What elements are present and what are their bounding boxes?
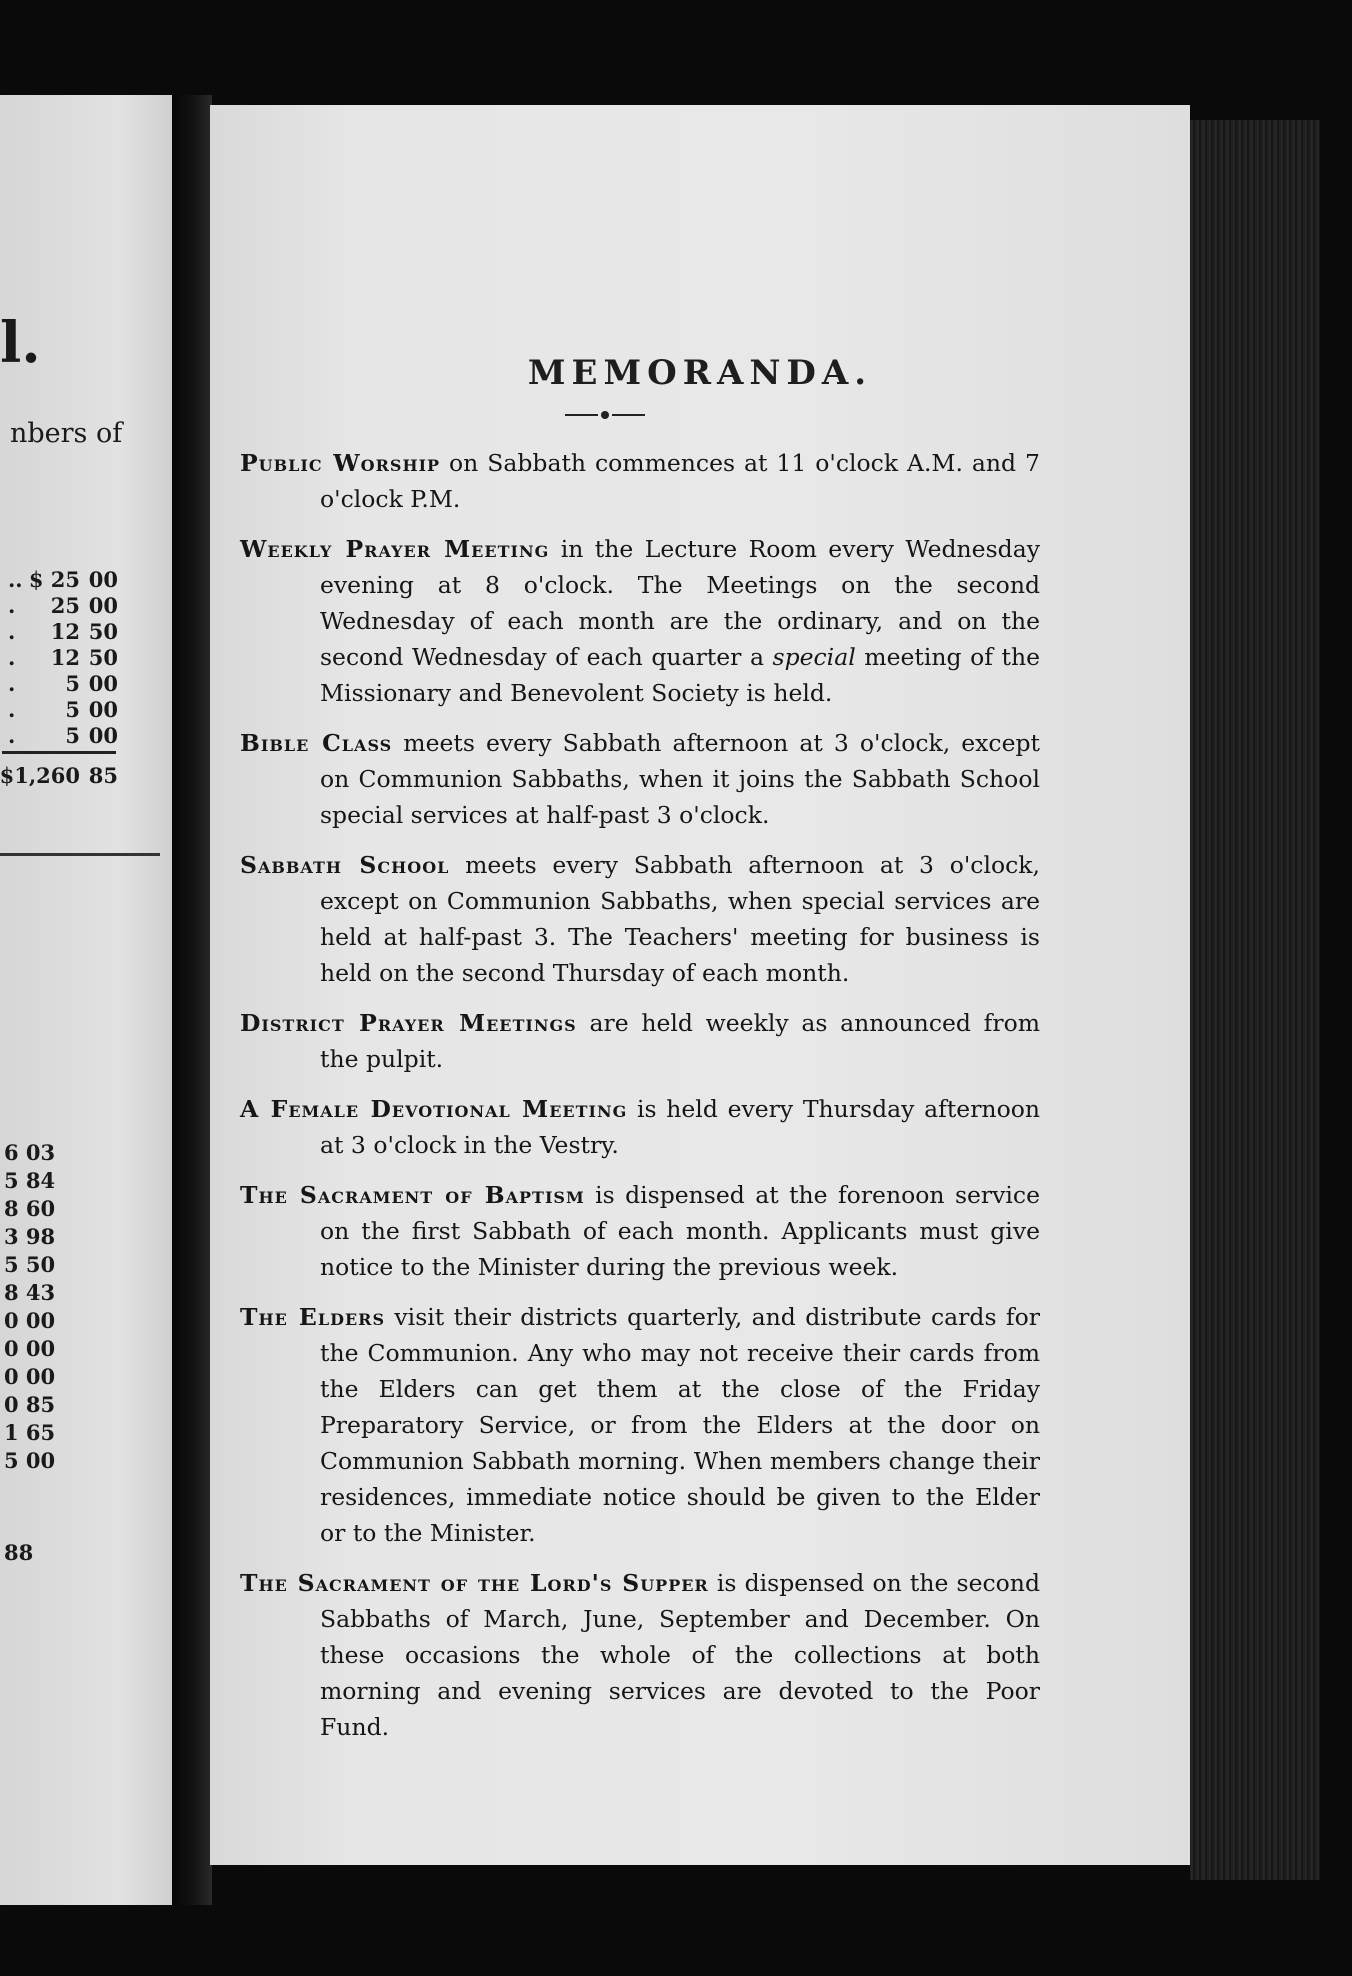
section-divider	[0, 853, 160, 856]
previous-page-heading-fragment: l.	[0, 310, 41, 376]
fragment-row: 5 50	[4, 1252, 56, 1277]
fragment-row: 8 60	[4, 1196, 56, 1221]
memo-lords-supper: The Sacrament of the Lord's Supper is dispensed on the second Sabbaths of March, June, September and December. On these occasions the whole of the collections at both morning and evening services are devoted to the Poor Fund.	[240, 1569, 1040, 1741]
fragment-row: 1 65	[4, 1420, 56, 1445]
fragment-row: 8 43	[4, 1280, 56, 1305]
book-page-edges	[1190, 120, 1320, 1880]
previous-page-subheading-fragment: nbers of	[10, 418, 123, 449]
memoranda-list	[240, 445, 1040, 1759]
memoranda-page	[210, 105, 1190, 1865]
ornament-icon	[560, 405, 650, 425]
fragment-row: 0 85	[4, 1392, 56, 1417]
memo-sacrament-of-baptism: The Sacrament of Baptism is dispensed at the forenoon service on the first Sabbath of each month. Applicants must give notice to the Minister during the previous week.	[240, 1181, 1041, 1281]
fragment-row: 5 84	[4, 1168, 56, 1193]
memo-bible-class: Bible Class meets every Sabbath afternoon at 3 o'clock, except on Communion Sabbaths, when it joins the Sabbath School special services at half-past 3 o'clock.	[240, 729, 1040, 829]
total-rule	[2, 751, 116, 754]
memo-public-worship: Public Worship on Sabbath commences at 11 o'clock A.M. and 7 o'clock P.M.	[240, 449, 1040, 513]
memo-district-prayer-meetings: District Prayer Meetings are held weekly as announced from the pulpit.	[240, 1009, 1041, 1073]
fragment-row: 0 00	[4, 1308, 56, 1333]
fragment-row: 6 03	[4, 1140, 56, 1165]
fragment-row: 88	[4, 1540, 34, 1565]
previous-page-fragment: l. nbers of .. $ 25 00 . 25 00 . 12 50 . 12 50 . 5 00 . 5 00 . 5 00 $1,260 85 6 03 5 84 8 60 3 98 5 50 8 43 0 00 0 00 0 00 0 85 1 65 5 00 88	[0, 95, 172, 1905]
memo-elders: The Elders visit their districts quarterly, and distribute cards for the Communion. Any who may not receive their cards from the Elders can get them at the close of the Friday Preparatory Service, or from the Elders at the door on Communion Sabbath morning. When members change their residences, immediate notice should be given to the Elder or to the Minister.	[240, 1303, 1040, 1547]
fragment-row: 0 00	[4, 1336, 56, 1361]
memo-weekly-prayer-meeting: Weekly Prayer Meeting in the Lecture Room every Wednesday evening at 8 o'clock. The Meetings on the second Wednesday of each month are the ordinary, and on the second Wednesday of each quarter a special meeting of the Missionary and Benevolent Society is held.	[240, 535, 1040, 707]
fragment-row: 0 00	[4, 1364, 56, 1389]
memo-sabbath-school: Sabbath School meets every Sabbath afternoon at 3 o'clock, except on Communion Sabbaths, when special services are held at half-past 3. The Teachers' meeting for business is held on the second Thursday of each month.	[240, 851, 1041, 987]
fragment-row: 5 00	[4, 1448, 56, 1473]
page-title: MEMORANDA.	[527, 353, 873, 393]
fragment-row: 3 98	[4, 1224, 56, 1249]
book-gutter	[172, 95, 212, 1905]
memo-female-devotional-meeting: A Female Devotional Meeting is held every Thursday afternoon at 3 o'clock in the Vestry.	[240, 1095, 1040, 1159]
